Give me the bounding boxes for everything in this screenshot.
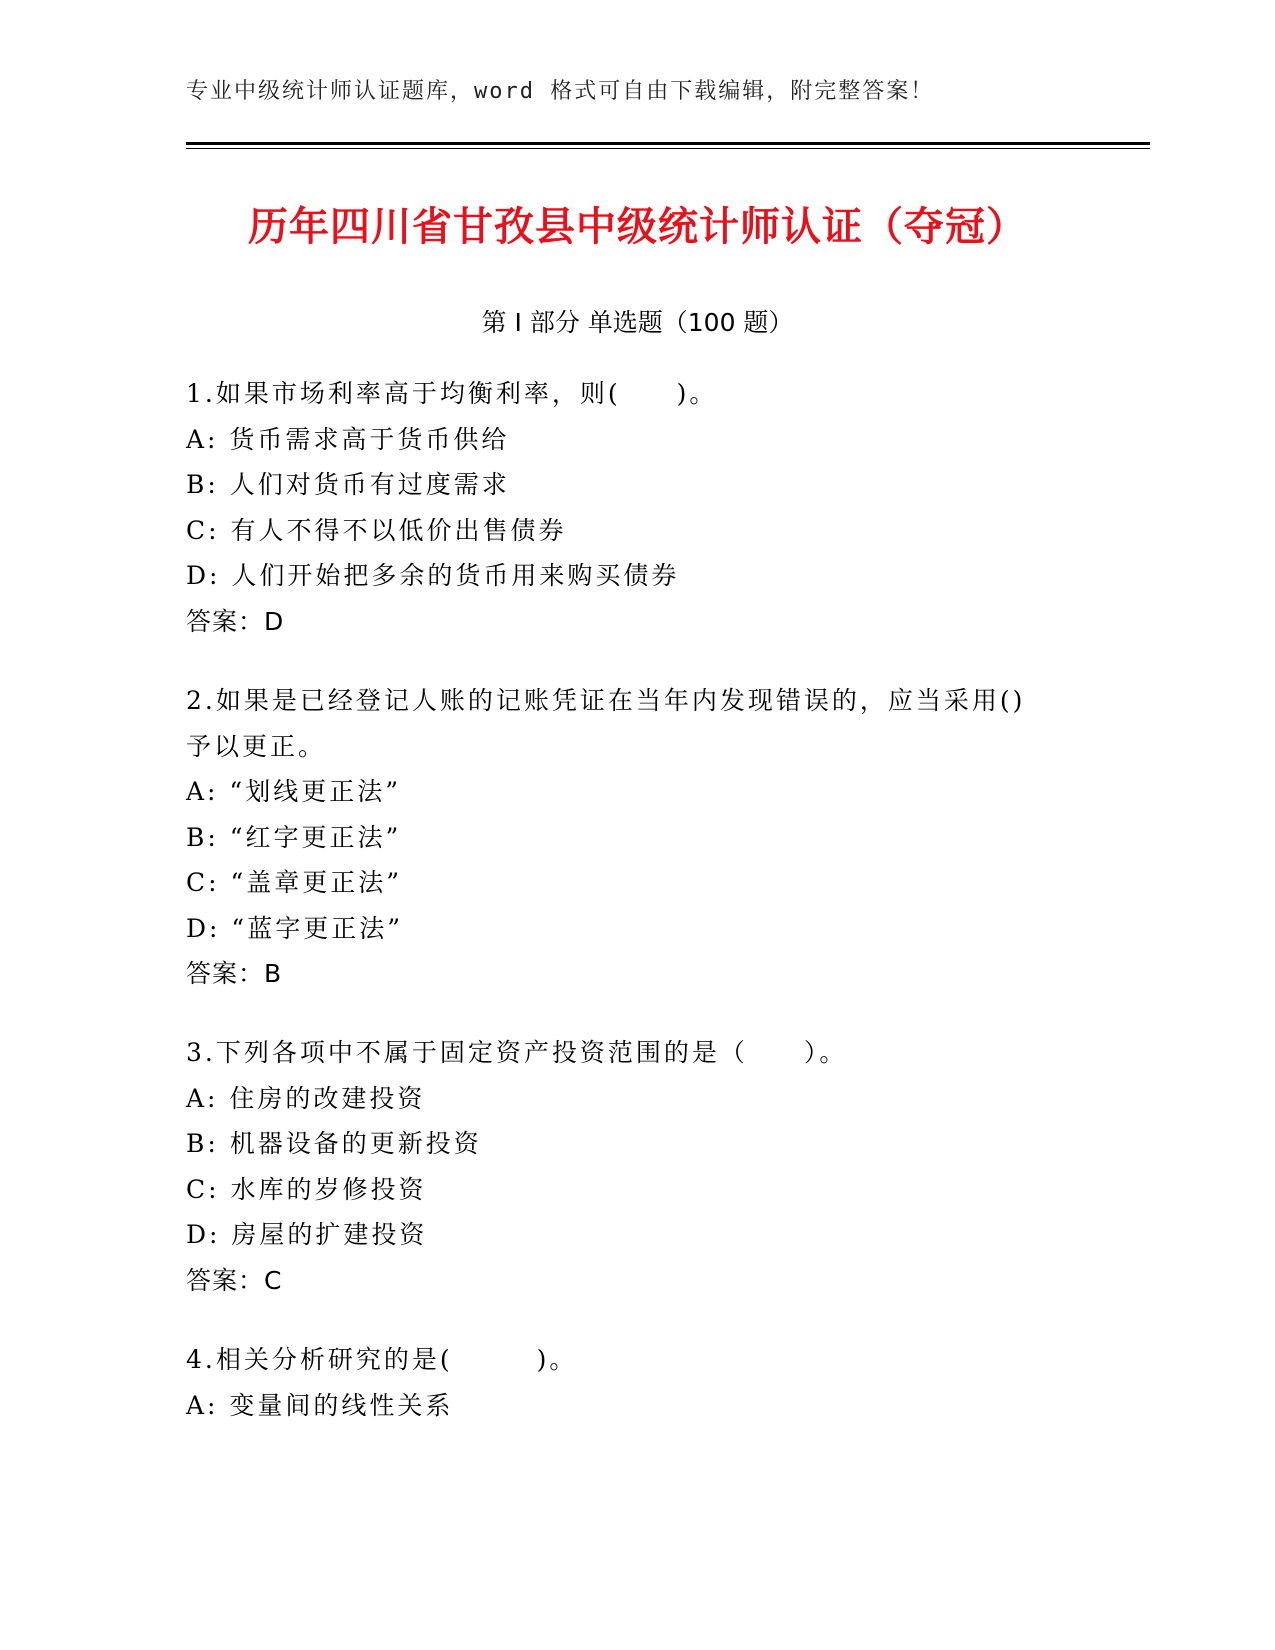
question-block-2 xyxy=(186,678,1086,997)
option-b: B: 人们对货币有过度需求 xyxy=(186,470,510,499)
option-d: D: “蓝字更正法” xyxy=(186,913,403,943)
option-a: A: 货币需求高于货币供给 xyxy=(186,424,510,454)
option-c: C: 有人不得不以低价出售债券 xyxy=(186,515,567,545)
option-b: B: “红字更正法” xyxy=(186,822,402,852)
question-text: 3.下列各项中不属于固定资产投资范围的是（ ）。 xyxy=(186,1038,848,1067)
question-block-4 xyxy=(186,1337,1086,1428)
header-rule-thick xyxy=(186,142,1150,145)
question-text: 4.相关分析研究的是( )。 xyxy=(186,1345,578,1374)
option-a: A: 变量间的线性关系 xyxy=(186,1390,454,1420)
question-text: 2.如果是已经登记人账的记账凭证在当年内发现错误的，应当采用() xyxy=(186,686,1026,715)
option-c: C: 水库的岁修投资 xyxy=(186,1174,427,1204)
answer: 答案：C xyxy=(186,1265,283,1295)
header-rule-thin xyxy=(186,148,1150,149)
option-a: A: 住房的改建投资 xyxy=(186,1083,426,1113)
answer: 答案：D xyxy=(186,606,285,636)
option-c: C: “盖章更正法” xyxy=(186,868,403,897)
option-a: A: “划线更正法” xyxy=(186,777,401,806)
question-text: 1.如果市场利率高于均衡利率，则( )。 xyxy=(186,379,718,408)
option-d: D: 房屋的扩建投资 xyxy=(186,1220,428,1249)
question-block-1 xyxy=(186,371,1086,644)
question-block-3 xyxy=(186,1030,1086,1303)
option-b: B: 机器设备的更新投资 xyxy=(186,1129,482,1158)
header-note: 专业中级统计师认证题库，word 格式可自由下载编辑，附完整答案！ xyxy=(186,79,935,104)
answer: 答案：B xyxy=(186,959,283,988)
question-text-continued: 予以更正。 xyxy=(186,731,327,761)
document-title: 历年四川省甘孜县中级统计师认证（夺冠） xyxy=(248,204,1027,250)
option-d: D: 人们开始把多余的货币用来购买债券 xyxy=(186,561,680,590)
section-title: 第 I 部分 单选题（100 题） xyxy=(481,308,794,337)
